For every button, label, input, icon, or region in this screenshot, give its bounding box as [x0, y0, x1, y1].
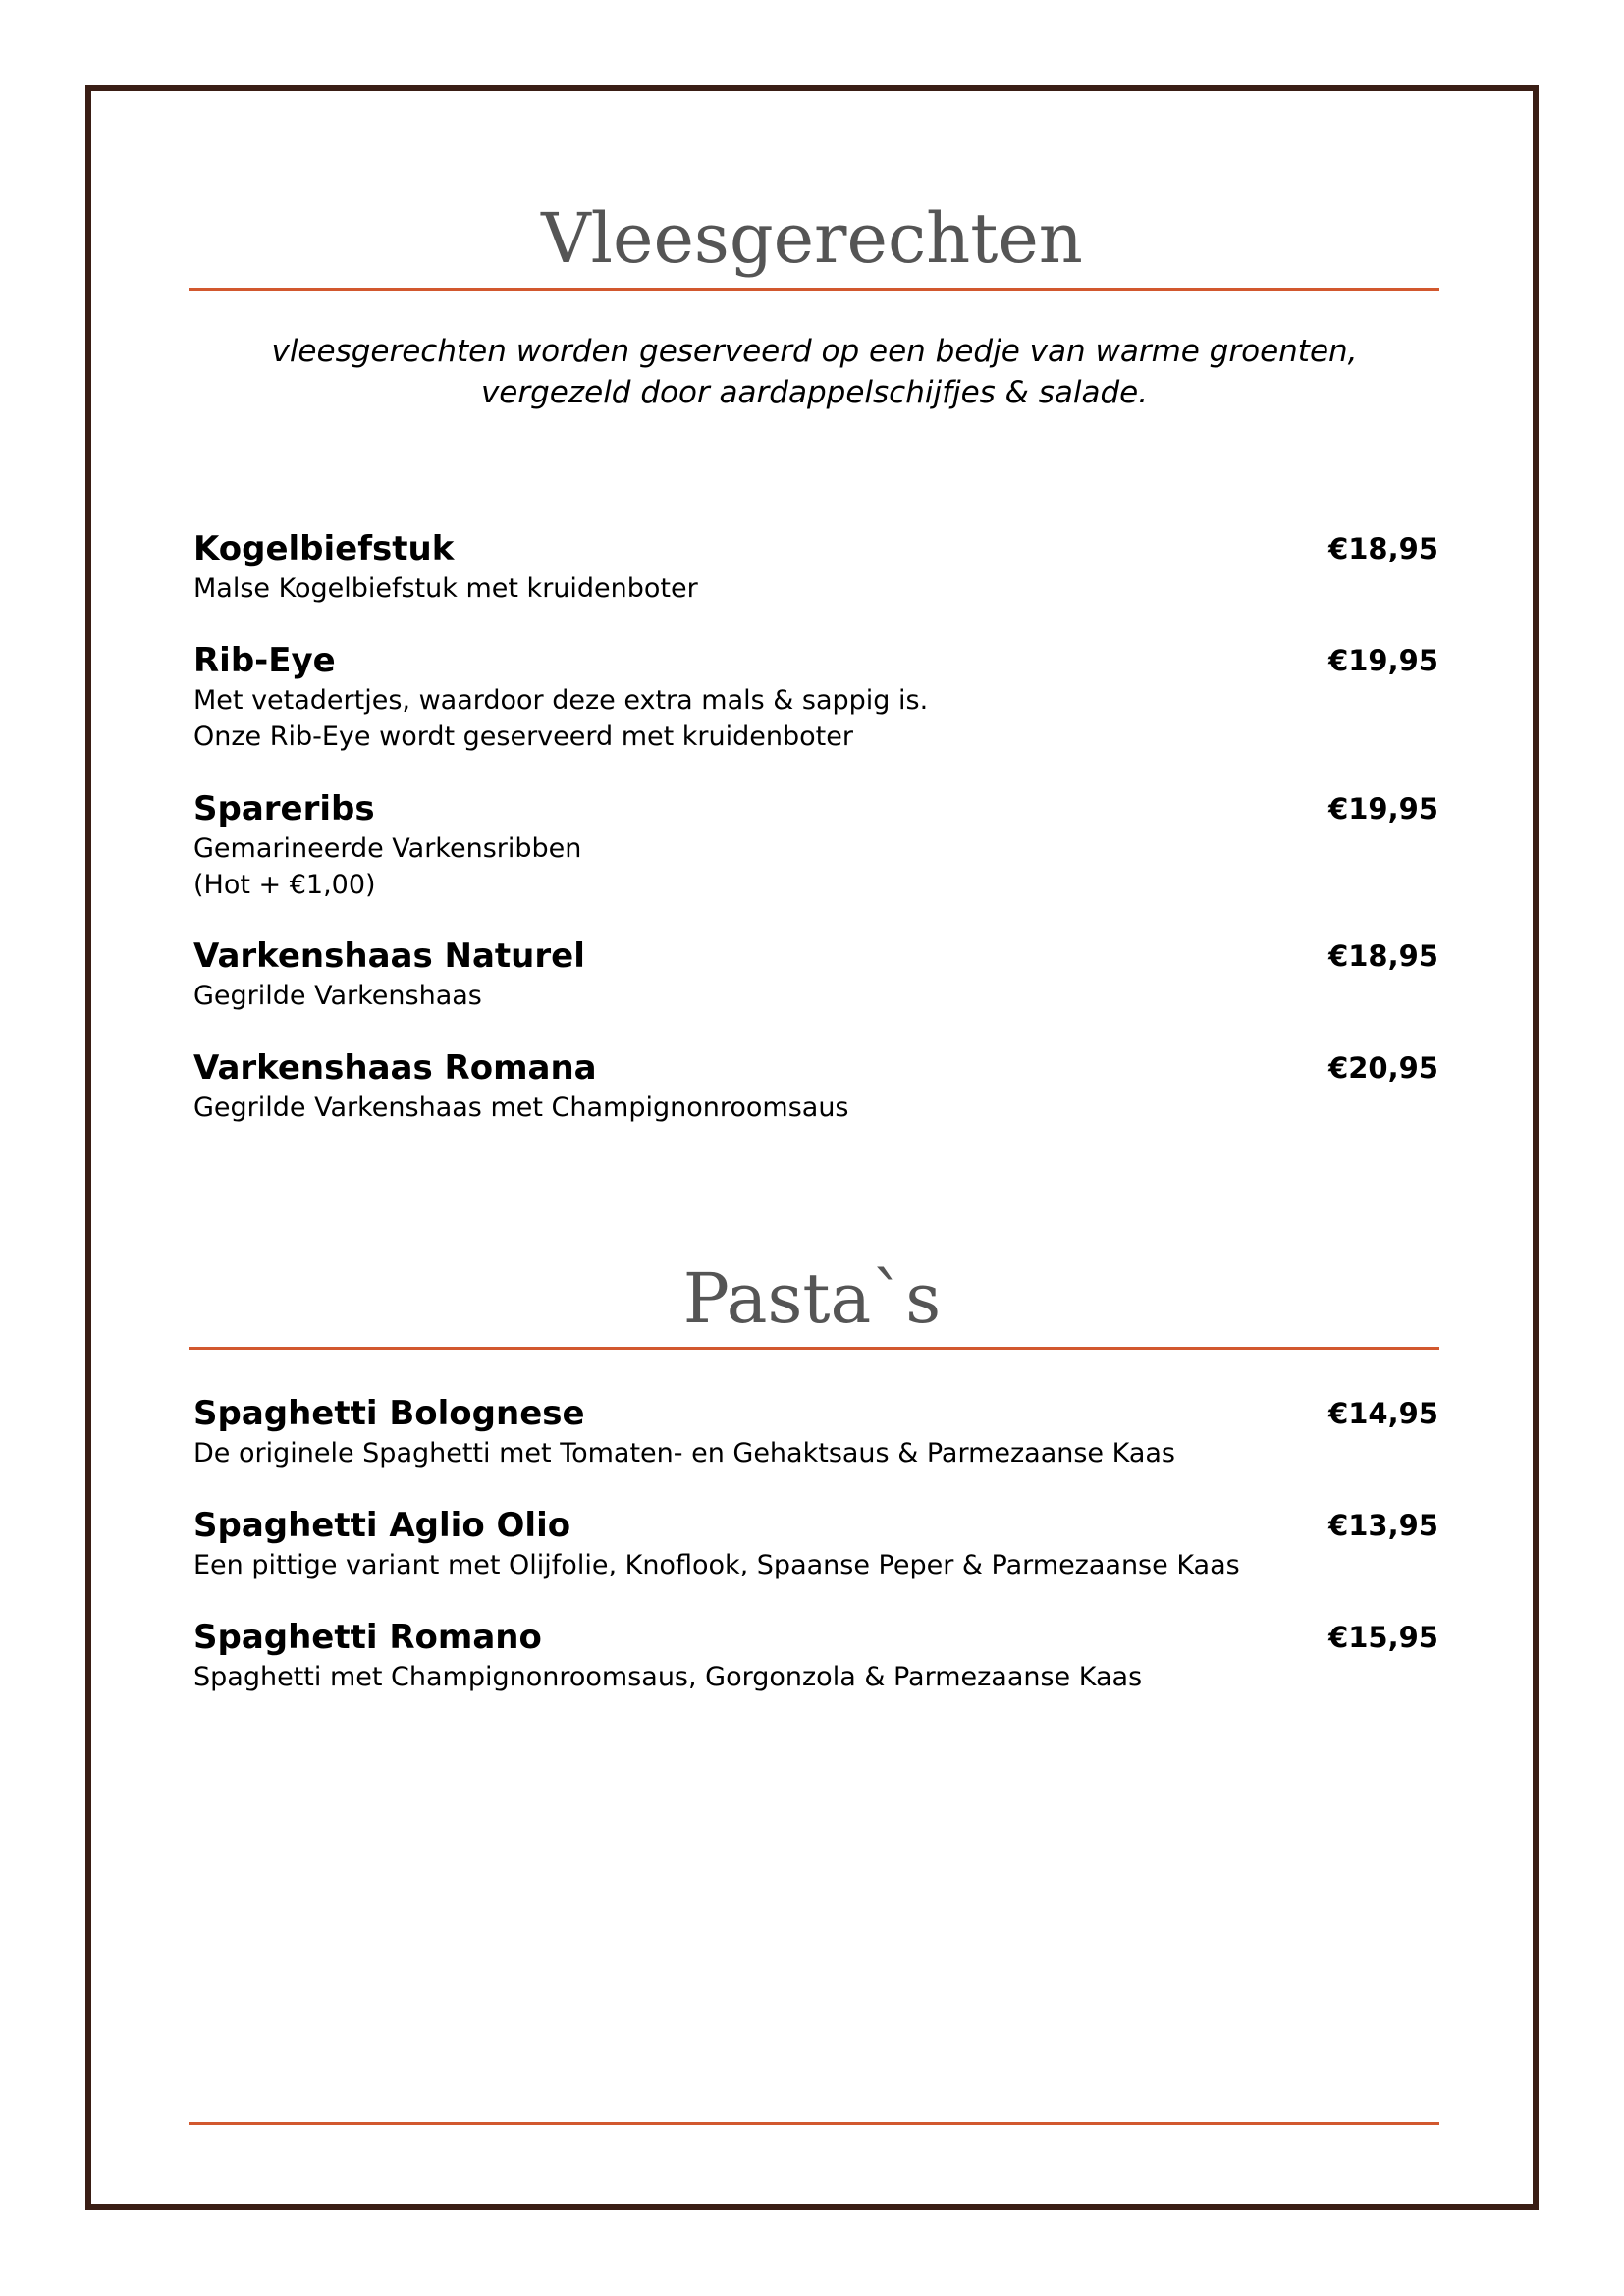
item-name: Kogelbiefstuk: [193, 529, 455, 568]
item-description: (Hot + €1,00): [193, 870, 376, 900]
menu-item-kogelbiefstuk: [193, 527, 1438, 607]
item-price: €20,95: [1328, 1051, 1438, 1085]
menu-item-spaghetti-romano: [193, 1616, 1438, 1695]
menu-item-spaghetti-bolognese: [193, 1392, 1438, 1471]
item-name: Spaghetti Aglio Olio: [193, 1506, 571, 1545]
item-description: Gegrilde Varkenshaas met Champignonroomsaus: [193, 1093, 849, 1123]
item-description: De originele Spaghetti met Tomaten- en Gehaktsaus & Parmezaanse Kaas: [193, 1438, 1176, 1468]
item-description: Gegrilde Varkenshaas: [193, 981, 482, 1011]
divider-meat: [189, 288, 1439, 291]
item-name: Spaghetti Romano: [193, 1618, 542, 1657]
menu-item-varkenshaas-naturel: [193, 934, 1438, 1014]
item-name: Rib-Eye: [193, 641, 336, 680]
menu-item-rib-eye: [193, 639, 1438, 755]
item-description: Spaghetti met Champignonroomsaus, Gorgonzola & Parmezaanse Kaas: [193, 1662, 1143, 1692]
item-price: €15,95: [1328, 1621, 1438, 1654]
item-description: Gemarineerde Varkensribben: [193, 833, 582, 864]
item-description: Malse Kogelbiefstuk met kruidenboter: [193, 573, 698, 604]
menu-item-spareribs: [193, 787, 1438, 903]
menu-item-spaghetti-aglio-olio: [193, 1504, 1438, 1583]
item-price: €18,95: [1328, 532, 1438, 565]
divider-footer: [189, 2122, 1439, 2125]
item-price: €19,95: [1328, 644, 1438, 677]
item-price: €18,95: [1328, 939, 1438, 973]
meat-intro-line: vergezeld door aardappelschijfjes & salade.: [480, 375, 1149, 410]
item-name: Varkenshaas Naturel: [193, 936, 585, 976]
menu-item-varkenshaas-romana: [193, 1046, 1438, 1126]
item-description: Een pittige variant met Olijfolie, Knoflook, Spaanse Peper & Parmezaanse Kaas: [193, 1550, 1240, 1580]
item-price: €19,95: [1328, 792, 1438, 826]
item-description: Onze Rib-Eye wordt geserveerd met kruidenboter: [193, 721, 853, 752]
section-title-meat: Vleesgerechten: [541, 198, 1083, 279]
meat-intro: [189, 331, 1439, 413]
item-description: Met vetadertjes, waardoor deze extra mals & sappig is.: [193, 685, 929, 716]
section-title-pasta: Pasta`s: [682, 1258, 942, 1339]
meat-intro-line: vleesgerechten worden geserveerd op een bedje van warme groenten,: [271, 334, 1358, 369]
item-name: Spaghetti Bolognese: [193, 1394, 585, 1433]
item-name: Varkenshaas Romana: [193, 1048, 597, 1088]
divider-pasta: [189, 1347, 1439, 1350]
item-price: €13,95: [1328, 1509, 1438, 1542]
item-name: Spareribs: [193, 789, 375, 828]
item-price: €14,95: [1328, 1397, 1438, 1430]
